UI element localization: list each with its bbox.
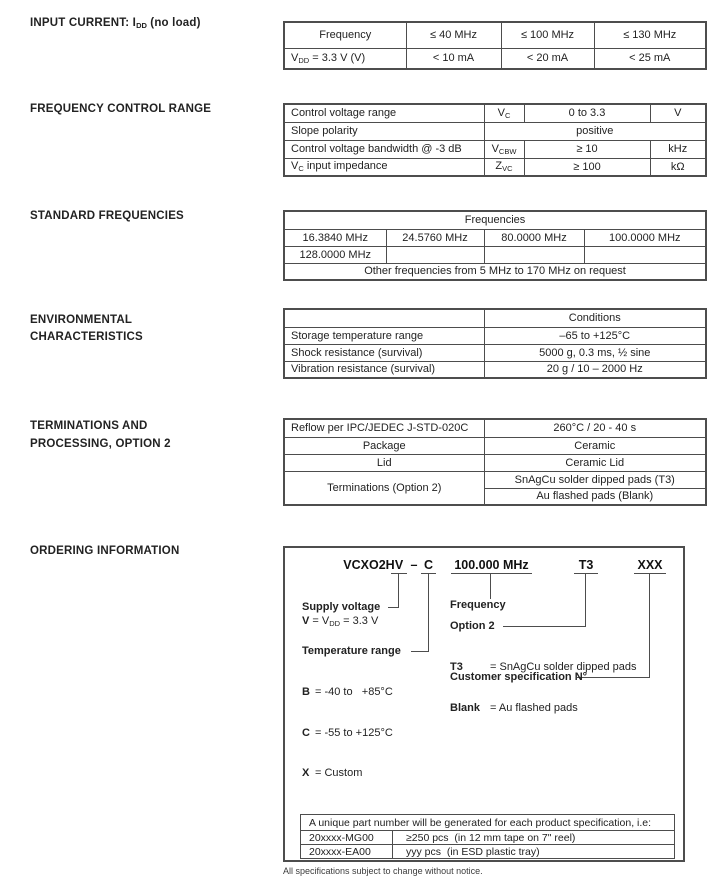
- note-cell: Other frequencies from 5 MHz to 170 MHz on request: [284, 263, 706, 280]
- section-heading-environmental-2: CHARACTERISTICS: [30, 331, 143, 343]
- value-cell: ≥ 100: [524, 158, 650, 176]
- temperature-range-items: [302, 659, 393, 808]
- part-desc-cell: yyy pcs (in ESD plastic tray): [393, 845, 675, 859]
- option-item: [450, 702, 636, 716]
- part-code-family: VCXO2H: [343, 558, 395, 572]
- cell-text: V: [291, 160, 299, 173]
- cell-text: input impedance: [303, 160, 388, 173]
- connector-line-frequency: [490, 573, 491, 599]
- frequency-cell: [386, 246, 484, 263]
- line-text: = 3.3 V: [340, 615, 379, 627]
- unit-cell: V: [650, 104, 706, 122]
- item-text: = Au flashed pads: [490, 701, 578, 714]
- supply-voltage-title: Supply voltage: [302, 601, 381, 613]
- value-cell: –65 to +125°C: [484, 327, 706, 344]
- symbol-text: V: [497, 106, 505, 119]
- value-cell: 5000 g, 0.3 ms, ½ sine: [484, 344, 706, 361]
- standard-frequencies-table: [283, 210, 707, 281]
- terminations-table: [283, 418, 707, 506]
- value-cell: < 25 mA: [594, 48, 706, 69]
- connector-line-temp: [428, 573, 429, 652]
- symbol-text: V: [491, 142, 499, 155]
- frequency-cell: 16.3840 MHz: [284, 229, 386, 246]
- value-cell: < 10 mA: [406, 48, 501, 69]
- connector-line-supply: [398, 573, 399, 608]
- symbol-subscript: VC: [502, 164, 513, 174]
- value-cell: 0 to 3.3: [524, 104, 650, 122]
- connector-line-option: [585, 573, 586, 627]
- section-heading-terminations-2: PROCESSING, OPTION 2: [30, 438, 171, 450]
- option2-items: [450, 634, 636, 742]
- column-header: Conditions: [484, 309, 706, 327]
- param-cell: Slope polarity: [284, 122, 484, 140]
- section-heading-frequency-control: FREQUENCY CONTROL RANGE: [30, 103, 212, 115]
- column-header: ≤ 130 MHz: [594, 22, 706, 48]
- part-code-temp: C: [423, 558, 434, 572]
- underline: [634, 573, 666, 574]
- part-code-option: T3: [578, 558, 594, 572]
- value-cell: 260°C / 20 - 40 s: [484, 419, 706, 437]
- param-cell: Vibration resistance (survival): [284, 361, 484, 378]
- param-cell: Storage temperature range: [284, 327, 484, 344]
- item-text: = -40 to +85°C: [315, 686, 393, 698]
- key-text: T3: [450, 661, 463, 673]
- heading-text: INPUT CURRENT: I: [30, 17, 137, 29]
- param-cell: Reflow per IPC/JEDEC J-STD-020C: [284, 419, 484, 437]
- part-code-dash: –: [410, 558, 418, 572]
- empty-header-cell: [284, 309, 484, 327]
- cell-subscript: DD: [298, 55, 310, 65]
- section-heading-ordering: ORDERING INFORMATION: [30, 545, 180, 557]
- part-table-header: A unique part number will be generated for each product specification, i.e:: [301, 815, 675, 831]
- key-text: C: [302, 726, 310, 739]
- symbol-cell: [484, 140, 524, 158]
- value-cell: Ceramic: [484, 437, 706, 454]
- section-heading-standard-frequencies: STANDARD FREQUENCIES: [30, 210, 184, 222]
- customer-specification-label: Customer specification N°: [450, 671, 588, 683]
- frequency-cell: 24.5760 MHz: [386, 229, 484, 246]
- section-heading-input-current: [30, 17, 201, 30]
- input-current-table: [283, 21, 707, 70]
- param-cell: [284, 158, 484, 176]
- cell-subscript: C: [298, 164, 304, 174]
- column-header: Frequency: [284, 22, 406, 48]
- param-cell: Terminations (Option 2): [284, 471, 484, 505]
- environmental-table: [283, 308, 707, 379]
- frequency-cell: 80.0000 MHz: [484, 229, 584, 246]
- param-cell: Lid: [284, 454, 484, 471]
- value-cell: ≥ 10: [524, 140, 650, 158]
- frequency-cell: [484, 246, 584, 263]
- cell-text: V: [291, 51, 299, 64]
- unit-cell: kHz: [650, 140, 706, 158]
- heading-text: (no load): [146, 17, 201, 29]
- ordering-diagram-box: [283, 546, 685, 862]
- part-desc-cell: ≥250 pcs (in 12 mm tape on 7" reel): [393, 831, 675, 845]
- frequency-cell: 128.0000 MHz: [284, 246, 386, 263]
- symbol-subscript: C: [504, 110, 511, 120]
- line-text: = V: [309, 615, 330, 627]
- connector-line: [388, 607, 399, 608]
- section-heading-environmental-1: ENVIRONMENTAL: [30, 314, 133, 326]
- param-cell: Control voltage range: [284, 104, 484, 122]
- table-title-cell: Frequencies: [284, 211, 706, 229]
- param-cell: Control voltage bandwidth @ -3 dB: [284, 140, 484, 158]
- part-number-cell: 20xxxx-MG00: [301, 831, 393, 845]
- line-subscript: DD: [329, 619, 341, 628]
- temperature-range-title: Temperature range: [302, 645, 401, 657]
- underline: [574, 573, 598, 574]
- cell-text: = 3.3 V (V): [309, 51, 366, 64]
- value-cell: positive: [484, 122, 706, 140]
- temp-item: [302, 686, 393, 700]
- key-text: Blank: [450, 701, 480, 714]
- value-cell: 20 g / 10 – 2000 Hz: [484, 361, 706, 378]
- option2-title: Option 2: [450, 620, 495, 632]
- value-cell: Au flashed pads (Blank): [484, 488, 706, 505]
- part-code-frequency: 100.000 MHz: [454, 558, 529, 572]
- underline: [391, 573, 407, 574]
- frequency-cell: 100.0000 MHz: [584, 229, 706, 246]
- unit-cell: kΩ: [650, 158, 706, 176]
- connector-line: [411, 651, 429, 652]
- param-cell: Package: [284, 437, 484, 454]
- heading-subscript: DD: [136, 21, 147, 30]
- column-header: ≤ 40 MHz: [406, 22, 501, 48]
- frequency-cell: [584, 246, 706, 263]
- frequency-control-table: [283, 103, 707, 177]
- value-cell: SnAgCu solder dipped pads (T3): [484, 471, 706, 488]
- symbol-cell: [484, 104, 524, 122]
- key-text: B: [302, 686, 310, 698]
- item-text: = -55 to +125°C: [315, 726, 393, 739]
- connector-line: [503, 626, 586, 627]
- footer-note: All specifications subject to change without notice.: [283, 866, 483, 876]
- connector-line-customer: [649, 573, 650, 678]
- part-code-voltage: V: [394, 558, 404, 572]
- part-number-table: [300, 814, 675, 859]
- frequency-label: Frequency: [450, 599, 506, 611]
- symbol-subscript: CBW: [498, 146, 517, 156]
- temp-item: [302, 727, 393, 741]
- item-text: = Custom: [315, 767, 363, 779]
- symbol-text: Z: [495, 160, 503, 173]
- param-cell: Shock resistance (survival): [284, 344, 484, 361]
- underline: [451, 573, 532, 574]
- value-cell: Ceramic Lid: [484, 454, 706, 471]
- value-cell: < 20 mA: [501, 48, 594, 69]
- symbol-cell: [484, 158, 524, 176]
- column-header: ≤ 100 MHz: [501, 22, 594, 48]
- row-label-cell: [284, 48, 406, 69]
- part-code-customer: XXX: [637, 558, 663, 572]
- temp-item: [302, 767, 393, 781]
- item-text: = SnAgCu solder dipped pads: [490, 661, 637, 673]
- key-text: V: [302, 615, 310, 627]
- section-heading-terminations-1: TERMINATIONS AND: [30, 420, 148, 432]
- supply-voltage-line: [302, 615, 378, 628]
- key-text: X: [302, 767, 310, 779]
- part-number-cell: 20xxxx-EA00: [301, 845, 393, 859]
